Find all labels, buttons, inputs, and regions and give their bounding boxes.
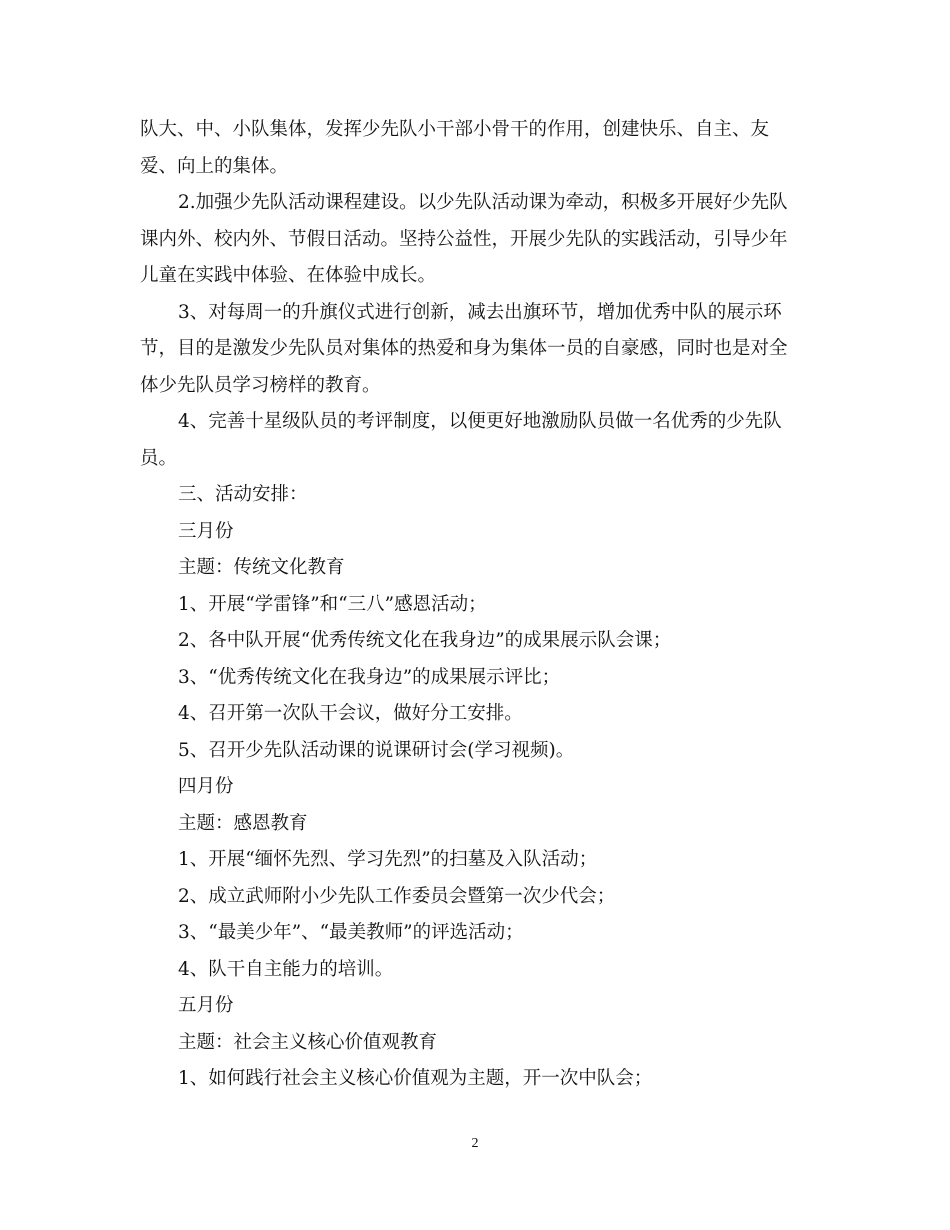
text-line: 3、对每周一的升旗仪式进行创新，减去出旗环节，增加优秀中队的展示环 [178, 301, 782, 323]
section-heading: 三、活动安排： [178, 484, 308, 505]
theme-line: 主题：感恩教育 [178, 812, 308, 834]
document-body [140, 112, 820, 1098]
list-item: 1、开展“缅怀先烈、学习先烈”的扫墓及入队活动； [178, 849, 598, 870]
month-heading: 四月份 [178, 776, 234, 797]
list-item: 3、“优秀传统文化在我身边”的成果展示评比； [178, 666, 561, 688]
text-line: 4、完善十星级队员的考评制度，以便更好地激励队员做一名优秀的少先队 [178, 411, 782, 432]
text-line: 员。 [140, 447, 178, 469]
text-line: 爱、向上的集体。 [140, 155, 289, 177]
text-line: 课内外、校内外、节假日活动。坚持公益性，开展少先队的实践活动，引导少年 [140, 228, 788, 250]
theme-line: 主题：传统文化教育 [178, 557, 345, 578]
list-item: 1、如何践行社会主义核心价值观为主题，开一次中队会； [178, 1068, 653, 1089]
list-item: 1、开展“学雷锋”和“三八”感恩活动； [178, 593, 487, 615]
page-number: 2 [471, 1136, 479, 1151]
theme-line: 主题：社会主义核心价值观教育 [178, 1031, 438, 1053]
list-item: 4、召开第一次队干会议，做好分工安排。 [178, 703, 523, 724]
list-item: 2、各中队开展“优秀传统文化在我身边”的成果展示队会课； [178, 630, 672, 651]
text-line: 儿童在实践中体验、在体验中成长。 [140, 265, 437, 286]
text-line: 2.加强少先队活动课程建设。以少先队活动课为牵动，积极多开展好少先队 [178, 192, 788, 213]
list-item: 3、“最美少年”、“最美教师”的评选活动； [178, 922, 524, 943]
month-heading: 五月份 [178, 995, 234, 1016]
text-line: 节，目的是激发少先队员对集体的热爱和身为集体一员的自豪感，同时也是对全 [140, 338, 788, 359]
list-item: 5、召开少先队活动课的说课研讨会(学习视频)。 [178, 739, 575, 761]
list-item: 2、成立武师附小少先队工作委员会暨第一次少代会； [178, 885, 616, 907]
text-line: 体少先队员学习榜样的教育。 [140, 374, 381, 396]
list-item: 4、队干自主能力的培训。 [178, 958, 394, 980]
text-line: 队大、中、小队集体，发挥少先队小干部小骨干的作用，创建快乐、自主、友 [140, 119, 770, 140]
month-heading: 三月份 [178, 520, 234, 542]
